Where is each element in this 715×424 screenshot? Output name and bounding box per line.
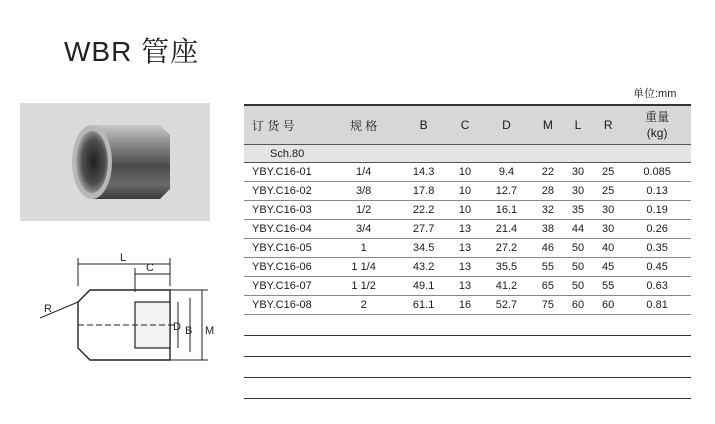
empty-cell (244, 378, 691, 399)
table-cell: 30 (593, 201, 623, 220)
table-cell: YBY.C16-05 (244, 239, 330, 258)
spec-table (244, 104, 691, 399)
label-r: R (44, 303, 52, 315)
table-cell: 2 (330, 296, 397, 315)
table-row (244, 182, 691, 201)
table-cell: 0.35 (623, 239, 691, 258)
header-weight-label: 重量 (645, 110, 670, 124)
header-m: M (533, 105, 563, 145)
header-l: L (563, 105, 593, 145)
table-row (244, 220, 691, 239)
header-d: D (480, 105, 533, 145)
table-cell: YBY.C16-01 (244, 163, 330, 182)
table-cell: 22 (533, 163, 563, 182)
table-cell: 38 (533, 220, 563, 239)
header-order-no: 订 货 号 (244, 105, 330, 145)
table-cell: 3/4 (330, 220, 397, 239)
table-cell: YBY.C16-07 (244, 277, 330, 296)
table-cell: 17.8 (397, 182, 450, 201)
table-cell: YBY.C16-04 (244, 220, 330, 239)
unit-label: 单位:mm (633, 88, 677, 100)
table-row (244, 258, 691, 277)
table-cell: 46 (533, 239, 563, 258)
label-c: C (146, 262, 154, 274)
table-cell: 1 1/2 (330, 277, 397, 296)
table-cell: 12.7 (480, 182, 533, 201)
table-cell: 45 (593, 258, 623, 277)
header-r: R (593, 105, 623, 145)
pipe-socket-image (20, 103, 210, 221)
table-cell: 61.1 (397, 296, 450, 315)
table-cell: 50 (563, 258, 593, 277)
table-cell: 43.2 (397, 258, 450, 277)
table-cell: 14.3 (397, 163, 450, 182)
empty-row (244, 315, 691, 336)
table-cell: 55 (533, 258, 563, 277)
table-cell: 52.7 (480, 296, 533, 315)
label-b: B (185, 325, 193, 337)
table-cell: 60 (593, 296, 623, 315)
table-cell: 55 (593, 277, 623, 296)
page-title: WBR 管座 (64, 36, 200, 67)
table-cell: 10 (450, 201, 480, 220)
table-cell: 0.81 (623, 296, 691, 315)
table-cell: 30 (563, 182, 593, 201)
table-cell: 1 (330, 239, 397, 258)
table-cell: 13 (450, 239, 480, 258)
table-cell: YBY.C16-08 (244, 296, 330, 315)
table-cell: 25 (593, 163, 623, 182)
header-row (244, 105, 691, 145)
table-cell: 27.2 (480, 239, 533, 258)
label-d: D (173, 321, 181, 333)
table-cell: 25 (593, 182, 623, 201)
empty-row (244, 336, 691, 357)
table-cell: YBY.C16-03 (244, 201, 330, 220)
empty-row (244, 378, 691, 399)
table-cell: 16.1 (480, 201, 533, 220)
table-cell: 0.26 (623, 220, 691, 239)
table-cell: 35 (563, 201, 593, 220)
table-row (244, 163, 691, 182)
table-cell: 10 (450, 163, 480, 182)
table-cell: 21.4 (480, 220, 533, 239)
table-cell: 32 (533, 201, 563, 220)
label-m: M (205, 325, 215, 337)
table-cell: 22.2 (397, 201, 450, 220)
empty-cell (244, 315, 691, 336)
table-cell: 60 (563, 296, 593, 315)
table-cell: 13 (450, 277, 480, 296)
section-row (244, 145, 691, 163)
label-l: L (120, 252, 127, 264)
table-cell: 0.63 (623, 277, 691, 296)
table-cell: 0.085 (623, 163, 691, 182)
table-cell: 3/8 (330, 182, 397, 201)
table-row (244, 277, 691, 296)
table-cell: 30 (563, 163, 593, 182)
product-photo (20, 103, 210, 221)
table-cell: 16 (450, 296, 480, 315)
empty-cell (244, 357, 691, 378)
empty-row (244, 357, 691, 378)
table-cell: 41.2 (480, 277, 533, 296)
table-cell: 44 (563, 220, 593, 239)
header-size: 规 格 (330, 105, 397, 145)
table-cell: 35.5 (480, 258, 533, 277)
header-weight (623, 105, 691, 145)
socket-cross-section (20, 240, 230, 390)
table-cell: YBY.C16-06 (244, 258, 330, 277)
table-row (244, 296, 691, 315)
table-cell: 9.4 (480, 163, 533, 182)
header-weight-unit: (kg) (646, 126, 668, 140)
header-c: C (450, 105, 480, 145)
table-cell: 40 (593, 239, 623, 258)
section-label: Sch.80 (244, 145, 691, 163)
empty-cell (244, 336, 691, 357)
table-cell: 10 (450, 182, 480, 201)
table-cell: 75 (533, 296, 563, 315)
table-cell: 1/4 (330, 163, 397, 182)
table-cell: 50 (563, 277, 593, 296)
dimension-drawing (20, 240, 230, 390)
table-cell: YBY.C16-02 (244, 182, 330, 201)
table-row (244, 239, 691, 258)
table-cell: 27.7 (397, 220, 450, 239)
table-cell: 49.1 (397, 277, 450, 296)
table-cell: 0.45 (623, 258, 691, 277)
table-cell: 1/2 (330, 201, 397, 220)
table-cell: 50 (563, 239, 593, 258)
table-cell: 1 1/4 (330, 258, 397, 277)
table-cell: 13 (450, 220, 480, 239)
table-cell: 0.13 (623, 182, 691, 201)
table-cell: 30 (593, 220, 623, 239)
table-row (244, 201, 691, 220)
table-cell: 0.19 (623, 201, 691, 220)
header-b: B (397, 105, 450, 145)
table-cell: 28 (533, 182, 563, 201)
table-cell: 13 (450, 258, 480, 277)
table-cell: 65 (533, 277, 563, 296)
table-cell: 34.5 (397, 239, 450, 258)
